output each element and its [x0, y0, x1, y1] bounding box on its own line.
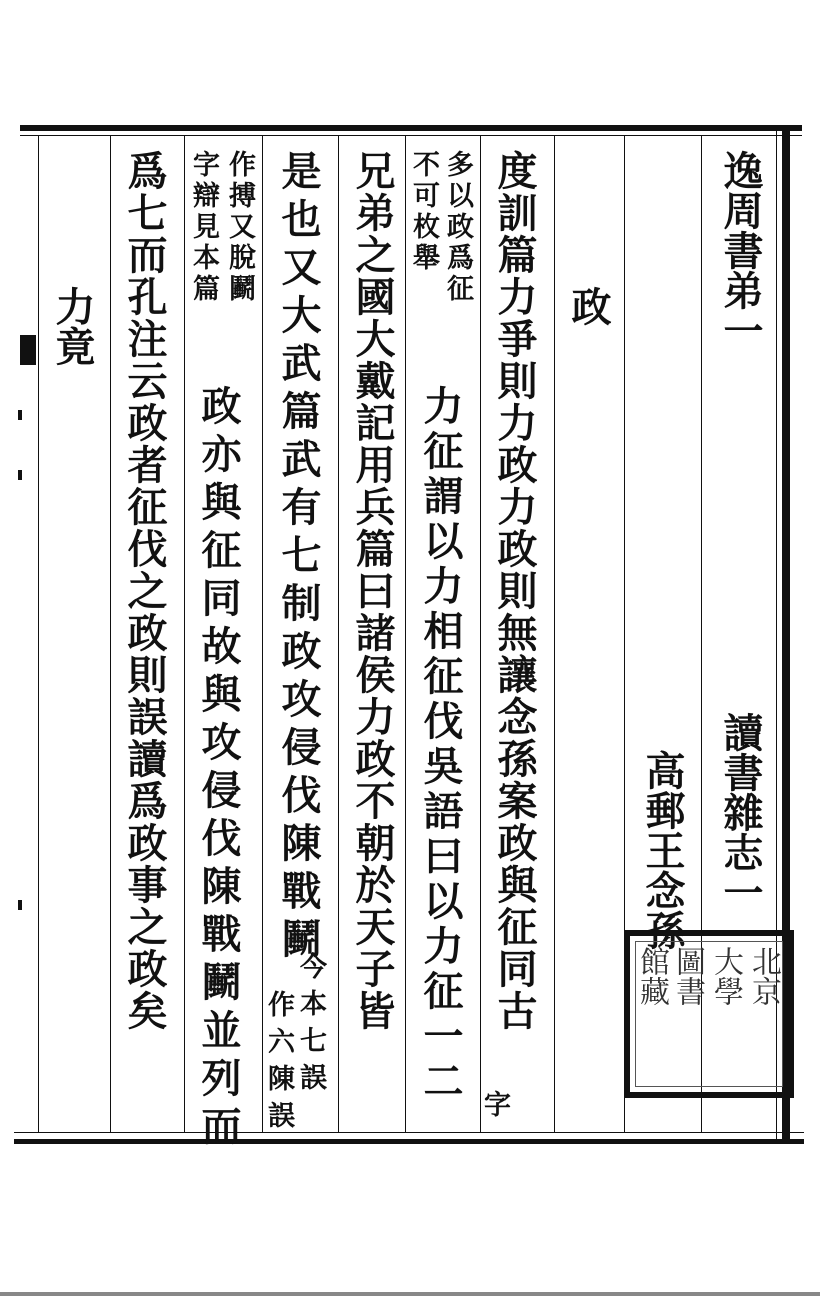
column-divider	[554, 135, 555, 1132]
text-column-4: 是也又大武篇武有七制政攻侵伐陳戰鬭	[275, 150, 322, 966]
bottom-bar	[0, 1292, 820, 1296]
text-column-3: 兄弟之國大戴記用兵篇曰諸侯力政不朝於天子皆	[349, 150, 396, 1032]
note-column-4b: 作六陳誤	[263, 990, 294, 1138]
column-divider	[38, 135, 39, 1132]
note-column-2a: 多以政爲征	[442, 150, 473, 305]
heading-zheng: 政	[565, 286, 612, 326]
bottom-border	[14, 1139, 804, 1144]
library-seal: 北京 大學 圖書 館藏	[624, 930, 794, 1098]
note-column-1: 字	[479, 1090, 510, 1117]
left-edge-mark	[20, 335, 36, 365]
note-column-4a: 今本七誤	[295, 952, 326, 1100]
column-divider	[405, 135, 406, 1132]
text-column-5: 政亦與征同故與攻侵伐陳戰鬭並列而	[195, 385, 242, 1153]
left-edge-dot	[18, 410, 22, 420]
column-divider	[110, 135, 111, 1132]
column-divider	[184, 135, 185, 1132]
bottom-border-thin	[14, 1132, 804, 1133]
text-column-2: 力征謂以力相征伐吳語曰以力征一二	[417, 385, 464, 1105]
note-column-5b: 字辯見本篇	[188, 150, 219, 305]
text-column-6: 爲七而孔注云政者征伐之政則誤讀爲政事之政矣	[121, 150, 168, 1032]
column-divider	[480, 135, 481, 1132]
work-title: 讀書雜志一	[717, 712, 764, 912]
top-border-thin	[20, 135, 802, 136]
author-line: 高郵王念孫	[639, 750, 686, 950]
left-edge-dot	[18, 470, 22, 480]
left-edge-dot	[18, 900, 22, 910]
note-column-5a: 作搏又脫鬬	[224, 150, 255, 305]
heading-lijing: 力竟	[49, 286, 96, 366]
book-title: 逸周書弟一	[717, 150, 764, 350]
column-divider	[262, 135, 263, 1132]
column-divider	[338, 135, 339, 1132]
top-border	[20, 125, 802, 131]
note-column-2b: 不可枚舉	[408, 150, 439, 274]
text-column-1: 度訓篇力爭則力政力政則無讓念孫案政與征同古	[491, 150, 538, 1032]
